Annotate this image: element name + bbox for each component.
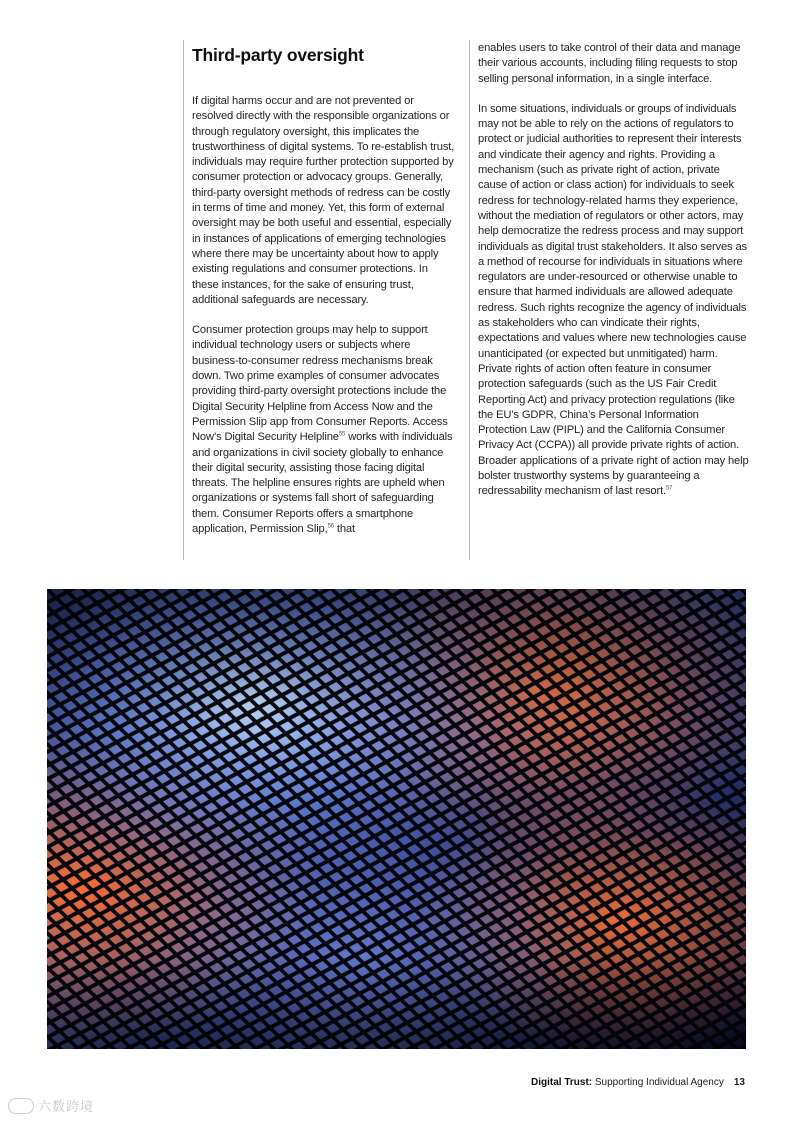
paragraph: If digital harms occur and are not prevented or resolved directly with the responsible organizations or through regulatory oversight, this implicates the trustworthiness of digital systems. To re-establish trust, individuals may require further protection supported by consumer protection or advocacy groups. Generally, third-party oversight methods of redress can be costly in terms of time and money. Yet, this form of external oversight may be both useful and essential, especially in instances of applications of emerging technologies where there may be uncertainty about how to apply existing regulations and consumer protections. In these instances, for the sake of ensuring trust, additional safeguards are necessary. (192, 95, 455, 306)
hero-image (47, 589, 746, 1049)
left-column (183, 40, 455, 560)
footer-doc-subtitle: Supporting Individual Agency (592, 1077, 724, 1088)
right-column (469, 40, 749, 560)
paragraph (192, 323, 455, 537)
footnote-ref[interactable]: 57 (665, 485, 673, 492)
watermark-text: 六数跨境 (38, 1099, 95, 1114)
paragraph: enables users to take control of their data and manage their various accounts, including filing requests to stop selling personal information, in a single interface. (478, 42, 741, 85)
page-number: 13 (733, 1077, 745, 1088)
watermark-logo-icon (8, 1098, 34, 1114)
section-heading: Third-party oversight (192, 45, 364, 65)
led-grid-illustration (47, 589, 746, 1049)
paragraph (478, 102, 749, 500)
paragraph-text: Consumer protection groups may help to support individual technology users or subjects where business-to-consumer redress mechanisms break down. Two prime examples of consumer advocates providing third-party oversight protections include the Digital Security Helpline from Access Now and the Permission Slip app from Consumer Reports. Access Now’s Digital Security Helpline (192, 324, 448, 444)
footnote-ref[interactable]: 56 (327, 523, 334, 530)
footnote-ref[interactable]: 55 (338, 431, 346, 438)
paragraph-text: that (333, 523, 355, 536)
paragraph-text: In some situations, individuals or groups of individuals may not be able to rely on the actions of regulators to protect or judicial authorities to represent their interests and vindicate their agency and rights. Providing a mechanism (such as private right of action, private cause of action or class action) for individuals to seek redress for technology-related harms they experience, without the mediation of regulators or other actors, may help democratize the redress process and may support individuals as digital trust stakeholders. It also serves as a method of recourse for individuals in situations where regulators are under-resourced or otherwise unable to ensure that harmed individuals are allowed adequate redress. Such rights recognize the agency of individuals as stakeholders who can vindicate their rights, expectations and values where new technologies cause unanticipated (or expected but unmitigated) harm. Private rights of action often feature in consumer protection safeguards (such as the US Fair Credit Reporting Act) and privacy protection regulations (like the EU’s GDPR, China’s Personal Information Protection Law (PIPL) and the California Consumer Privacy Act (CCPA)) all provide private rights of action. Broader applications of a private right of action may help bolster trustworthy systems by guaranteeing a redressability mechanism of last resort. (478, 102, 749, 498)
watermark (8, 1096, 94, 1115)
paragraph-text: works with individuals and organizations in civil society globally to enhance their digital security, assisting those facing digital threats. The helpline ensures rights are upheld when organizations or systems fall short of safeguarding them. Consumer Reports offers a smartphone application, Permission Slip, (192, 431, 453, 536)
footer-doc-title: Digital Trust: (530, 1077, 593, 1088)
page-footer (531, 1077, 745, 1088)
